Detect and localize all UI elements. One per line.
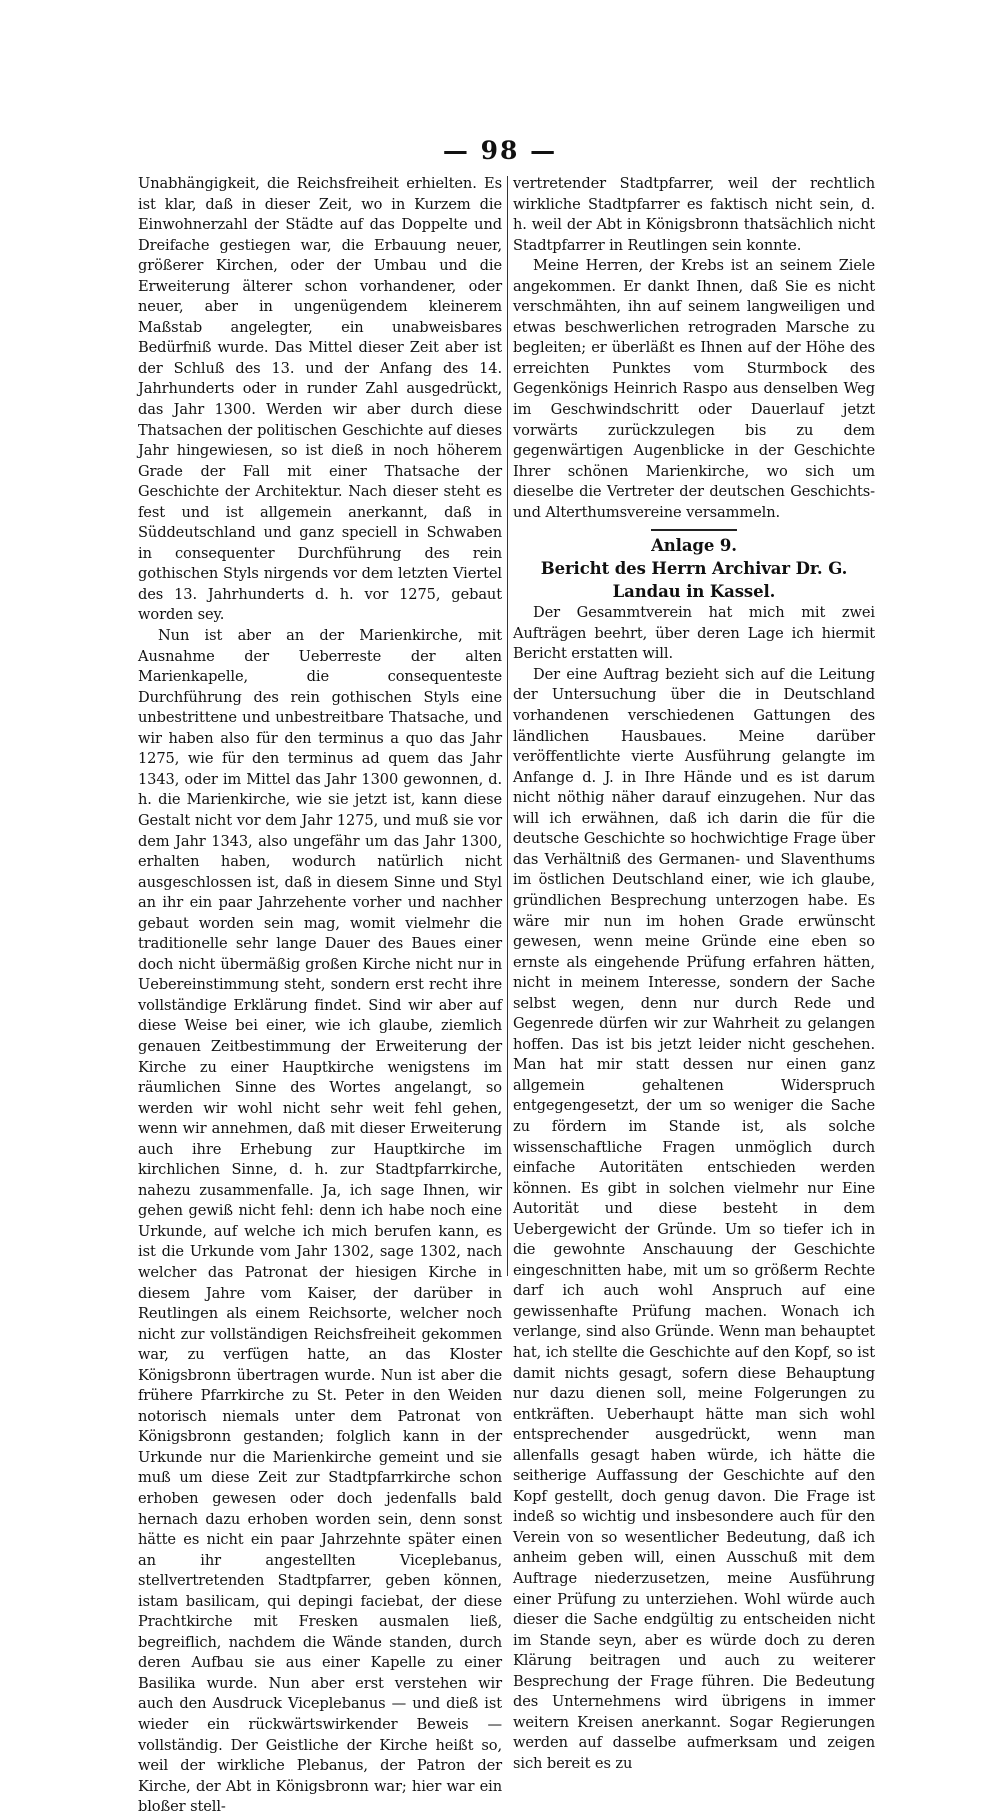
right-paragraph-2: Meine Herren, der Krebs ist an seinem Ziele angekommen. Er dankt Ihnen, daß Sie es nicht verschmähten, ihn auf seinem langweiligen und etwas beschwerlichen retrograden Marsche zu begleiten; er überläßt es Ihnen auf der Höhe des erreichten Punktes vom Sturmbock des Gegenkönigs Heinrich Raspo aus denselben Weg im Geschwindschritt oder Dauerlauf jetzt vorwärts zurückzulegen bis zu dem gegenwärtigen Augenblicke in der Geschichte Ihrer schönen Marienkirche, wo sich um dieselbe die Vertreter der deutschen Geschichts- und Alterthumsvereine versammeln. — [513, 257, 875, 521]
left-paragraph-1: Unabhängigkeit, die Reichsfreiheit erhielten. Es ist klar, daß in dieser Zeit, wo in Kurzem die Einwohnerzahl der Städte auf das Doppelte und Dreifache gestiegen war, die Erbauung neuer, größerer Kirchen, oder der Umbau und die Erweiterung älterer schon vorhandener, oder neuer, aber in ungenügendem kleinerem Maßstab angelegter, ein unabweisbares Bedürfniß wurde. Das Mittel dieser Zeit aber ist der Schluß des 13. und der Anfang des 14. Jahrhunderts oder in runder Zahl ausgedrückt, das Jahr 1300. Werden wir aber durch diese Thatsachen der politischen Geschichte auf dieses Jahr hingewiesen, so ist dieß in noch höherem Grade der Fall mit einer Thatsache der Geschichte der Architektur. Nach dieser steht es fest und ist allgemein anerkannt, daß in Süddeutschland und ganz speciell in Schwaben in consequenter Durchführung des rein gothischen Styls nirgends vor dem letzten Viertel des 13. Jahrhunderts d. h. vor 1275, gebaut worden sey. — [138, 175, 502, 624]
left-paragraph-2: Nun ist aber an der Marienkirche, mit Ausnahme der Ueberreste der alten Marienkapelle, die consequenteste Durchführung des rein gothischen Styls eine unbestrittene und unbestreitbare Thatsache, und wir haben also für den terminus a quo das Jahr 1275, wie für den terminus ad quem das Jahr 1343, oder im Mittel das Jahr 1300 gewonnen, d. h. die Marienkirche, wie sie jetzt ist, kann diese Gestalt nicht vor dem Jahr 1275, und muß sie vor dem Jahr 1343, also ungefähr um das Jahr 1300, erhalten haben, wodurch natürlich nicht ausgeschlossen ist, daß in diesem Sinne und Styl an ihr ein paar Jahrzehente vorher und nachher gebaut worden sein mag, womit vielmehr die traditionelle sehr lange Dauer des Baues einer doch nicht übermäßig großen Kirche nicht nur in Uebereinstimmung steht, sondern erst recht ihre vollständige Erklärung findet. Sind wir aber auf diese Weise bei einer, wie ich glaube, ziemlich genauen Zeitbestimmung der Erweiterung der Kirche zu einer Hauptkirche wenigstens im räumlichen Sinne des Wortes angelangt, so werden wir wohl nicht sehr weit fehl gehen, wenn wir annehmen, daß mit dieser Erweiterung auch ihre Erhebung zur Hauptkirche im kirchlichen Sinne, d. h. zur Stadtpfarrkirche, nahezu zusammenfalle. Ja, ich sage Ihnen, wir gehen gewiß nicht fehl: denn ich habe noch eine Urkunde, auf welche ich mich berufen kann, es ist die Urkunde vom Jahr 1302, sage 1302, nach welcher das Patronat der hiesigen Kirche in diesem Jahre vom Kaiser, der darüber in Reutlingen als einem Reichsorte, welcher noch nicht zur vollständigen Reichsfreiheit gekommen war, zu verfügen hatte, an das Kloster Königsbronn übertragen wurde. Nun ist aber die frühere Pfarrkirche zu St. Peter in den Weiden notorisch niemals unter dem Patronat von Königsbronn gestanden; folglich kann in der Urkunde nur die Marienkirche gemeint und sie muß um diese Zeit zur Stadtpfarrkirche schon erhoben gewesen oder doch jedenfalls bald hernach dazu erhoben worden sein, denn sonst hätte es nicht ein paar Jahrzehnte später einen an ihr angestellten Viceplebanus, stellvertretenden Stadtpfarrer, geben können, istam basilicam, qui depingi faciebat, der diese Prachtkirche mit Fresken ausmalen ließ, begreiflich, nachdem die Wände standen, durch deren Aufbau sie aus einer Kapelle zu einer Basilika wurde. Nun aber erst verstehen wir auch den Ausdruck Viceplebanus — und dieß ist wieder ein rückwärtswirkender Beweis — vollständig. Der Geistliche der Kirche heißt so, weil der wirkliche Plebanus, der Patron der Kirche, der Abt in Königsbronn war; hier war ein bloßer stell- — [138, 627, 502, 1816]
column-divider — [507, 176, 508, 1276]
right-column — [513, 174, 875, 1774]
section-rule — [651, 529, 737, 531]
right-paragraph-3: Der Gesammtverein hat mich mit zwei Aufträgen beehrt, über deren Lage ich hiermit Bericht erstatten will. — [513, 604, 875, 663]
appendix-title: Anlage 9. — [651, 536, 737, 556]
report-title: Bericht des Herrn Archivar Dr. G. Landau in Kassel. — [540, 559, 848, 602]
right-paragraph-1: vertretender Stadtpfarrer, weil der rechtlich wirkliche Stadtpfarrer es faktisch nicht sein, d. h. weil der Abt in Königsbronn thatsächlich nicht Stadtpfarrer in Reutlingen sein konnte. — [513, 175, 875, 254]
right-paragraph-4: Der eine Auftrag bezieht sich auf die Leitung der Untersuchung über die in Deutschland vorhandenen verschiedenen Gattungen des ländlichen Hausbaues. Meine darüber veröffentlichte vierte Ausführung gelangte im Anfange d. J. in Ihre Hände und es ist darum nicht nöthig näher darauf einzugehen. Nur das will ich erwähnen, daß ich darin die für die deutsche Geschichte so hochwichtige Frage über das Verhältniß des Germanen- und Slaventhums im östlichen Deutschland einer, wie ich glaube, gründlichen Besprechung unterzogen habe. Es wäre mir nun im hohen Grade erwünscht gewesen, wenn meine Gründe eine eben so ernste als eingehende Prüfung erfahren hätten, nicht in meinem Interesse, sondern der Sache selbst wegen, denn nur durch Rede und Gegenrede dürfen wir zur Wahrheit zu gelangen hoffen. Das ist bis jetzt leider nicht geschehen. Man hat mir statt dessen nur einen ganz allgemein gehaltenen Widerspruch entgegengesetzt, der um so weniger die Sache zu fördern im Stande ist, als solche wissenschaftliche Fragen unmöglich durch einfache Autoritäten entschieden werden können. Es gibt in solchen vielmehr nur Eine Autorität und diese besteht in dem Uebergewicht der Gründe. Um so tiefer ich in die gewohnte Anschauung der Geschichte eingeschnitten habe, mit um so größerm Rechte darf ich auch wohl Anspruch auf eine gewissenhafte Prüfung machen. Wonach ich verlange, sind also Gründe. Wenn man behauptet hat, ich stellte die Geschichte auf den Kopf, so ist damit nichts gesagt, sofern diese Behauptung nur dazu dienen soll, meine Folgerungen zu entkräften. Ueberhaupt hätte man sich wohl entsprechender ausgedrückt, wenn man allenfalls gesagt haben würde, ich hätte die seitherige Auffassung der Geschichte auf den Kopf gestellt, doch genug davon. Die Frage ist indeß so wichtig und insbesondere auch für den Verein von so wesentlicher Bedeutung, daß ich anheim geben will, einen Ausschuß mit dem Auftrage niederzusetzen, meine Ausführung einer Prüfung zu unterziehen. Wohl würde auch dieser die Sache endgültig zu entscheiden nicht im Stande seyn, aber es würde doch zu deren Klärung beitragen und auch zu weiterer Besprechung der Frage führen. Die Bedeutung des Unternehmens wird übrigens in immer weitern Kreisen anerkannt. Sogar Regierungen werden auf dasselbe aufmerksam und zeigen sich bereit es zu — [513, 665, 875, 1772]
left-column — [138, 174, 502, 1818]
page-number: — 98 — — [442, 136, 558, 165]
